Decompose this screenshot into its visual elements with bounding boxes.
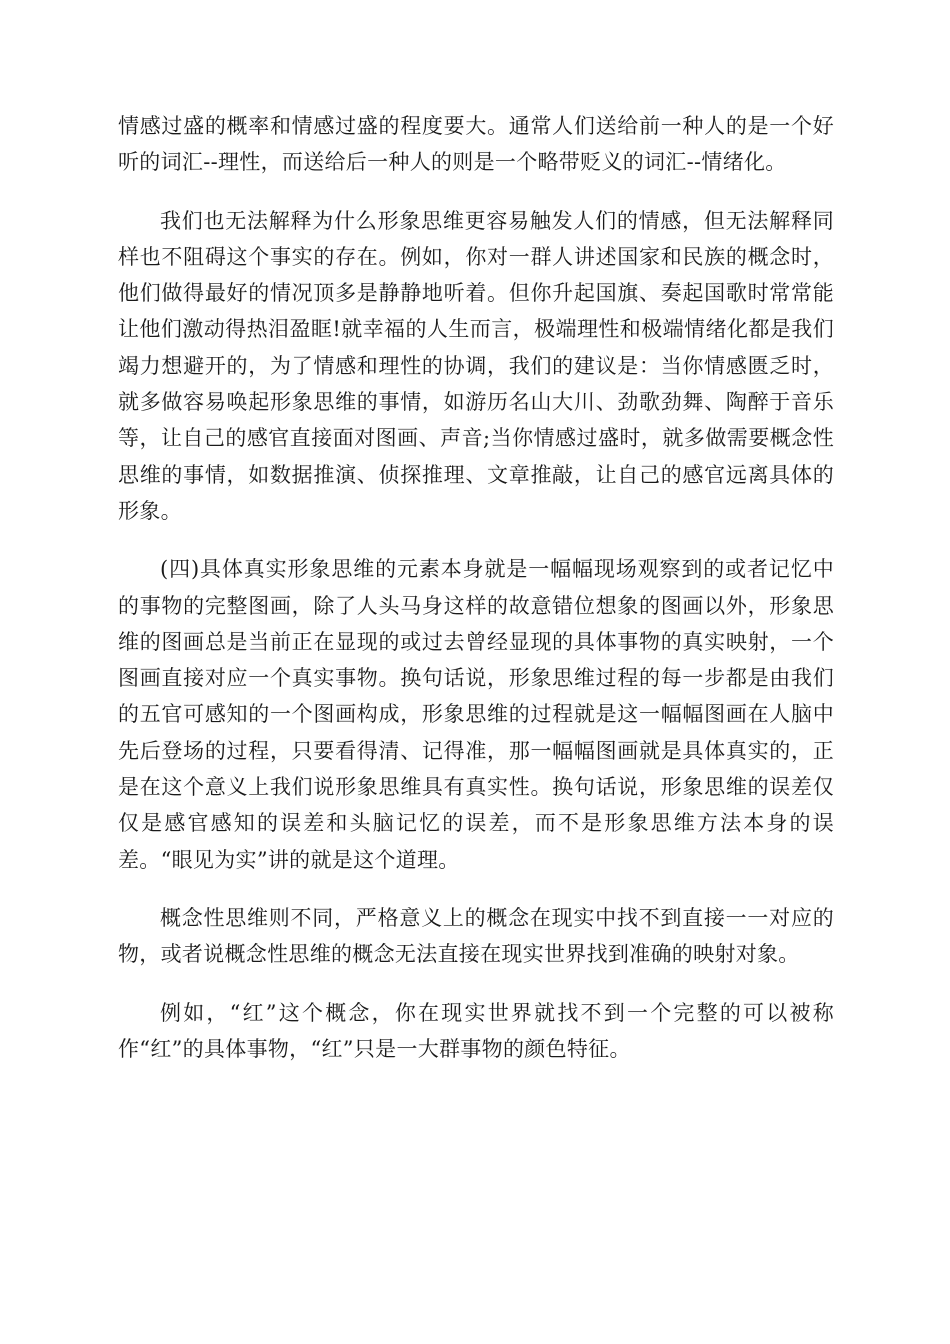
document-body xyxy=(118,108,834,1089)
paragraph-1: 情感过盛的概率和情感过盛的程度要大。通常人们送给前一种人的是一个好听的词汇--理性，而送给后一种人的则是一个略带贬义的词汇--情绪化。 xyxy=(118,114,834,175)
paragraph-3: (四)具体真实形象思维的元素本身就是一幅幅现场观察到的或者记忆中的事物的完整图画，除了人头马身这样的故意错位想象的图画以外，形象思维的图画总是当前正在显现的或过去曾经显现的具体事物的真实映射，一个图画直接对应一个真实事物。换句话说，形象思维过程的每一步都是由我们的五官可感知的一个图画构成，形象思维的过程就是这一幅幅图画在人脑中先后登场的过程，只要看得清、记得准，那一幅幅图画就是具体真实的，正是在这个意义上我们说形象思维具有真实性。换句话说，形象思维的误差仅仅是感官感知的误差和头脑记忆的误差，而不是形象思维方法本身的误差。“眼见为实”讲的就是这个道理。 xyxy=(118,557,834,872)
paragraph-4: 概念性思维则不同，严格意义上的概念在现实中找不到直接一一对应的物，或者说概念性思维的概念无法直接在现实世界找到准确的映射对象。 xyxy=(118,905,834,967)
paragraph-5: 例如，“红”这个概念，你在现实世界就找不到一个完整的可以被称作“红”的具体事物，“红”只是一大群事物的颜色特征。 xyxy=(118,1000,834,1061)
paragraph-2: 我们也无法解释为什么形象思维更容易触发人们的情感，但无法解释同样也不阻碍这个事实的存在。例如，你对一群人讲述国家和民族的概念时，他们做得最好的情况顶多是静静地听着。但你升起国旗、奏起国歌时常常能让他们激动得热泪盈眶!就幸福的人生而言，极端理性和极端情绪化都是我们竭力想避开的，为了情感和理性的协调，我们的建议是：当你情感匮乏时，就多做容易唤起形象思维的事情，如游历名山大川、劲歌劲舞、陶醉于音乐等，让自己的感官直接面对图画、声音;当你情感过盛时，就多做需要概念性思维的事情，如数据推演、侦探推理、文章推敲，让自己的感官远离具体的形象。 xyxy=(118,208,834,523)
